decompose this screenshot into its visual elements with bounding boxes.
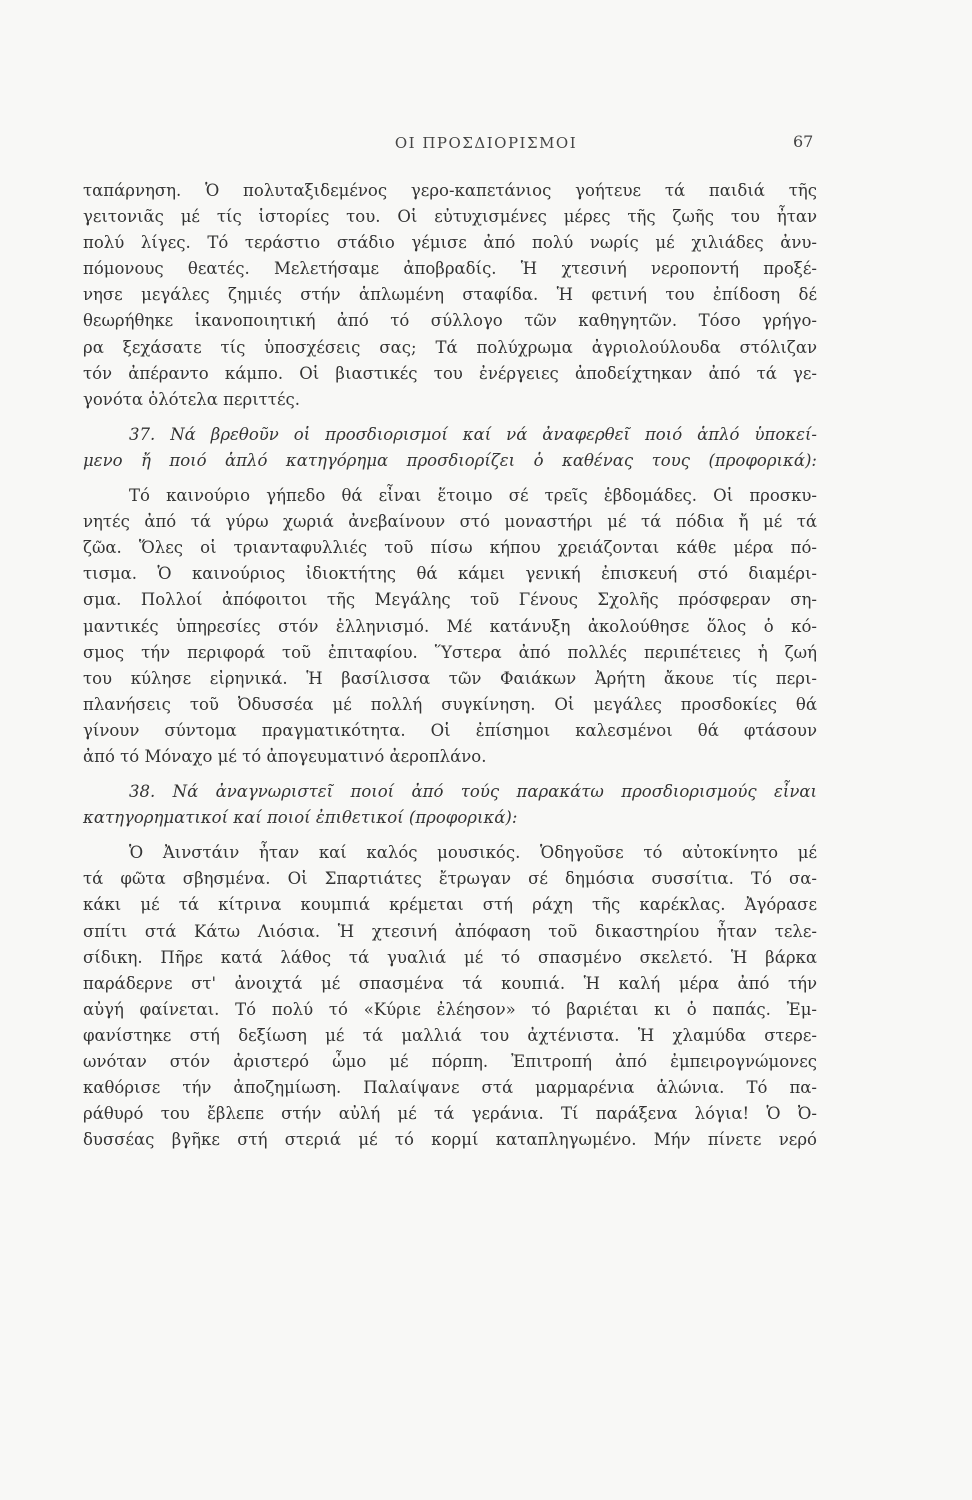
text-line: θεωρήθηκε ἱκανοποιητική ἀπό τό σύλλογο τῶν καθηγητῶν. Τόσο γρήγο-	[83, 311, 817, 331]
text-line: καθόρισε τήν ἀποζημίωση. Παλαίψανε στά μαρμαρένια ἁλώνια. Τό πα-	[83, 1078, 817, 1098]
text-line: νητές ἀπό τά γύρω χωριά ἀνεβαίνουν στό μοναστήρι μέ τά πόδια ἤ μέ τά	[83, 512, 817, 532]
instruction-line	[83, 779, 817, 805]
text-line: αὐγή φαίνεται. Τό πολύ τό «Κύριε ἐλέησον» τό βαριέται κι ὁ παπάς. Ἐμ-	[83, 999, 817, 1019]
text-line: ζῶα. Ὅλες οἱ τριανταφυλλιές τοῦ πίσω κήπου χρειάζονται κάθε μέρα πό-	[83, 538, 817, 558]
text-line: γίνουν σύντομα πραγματικότητα. Οἱ ἐπίσημοι καλεσμένοι θά φτάσουν	[83, 720, 817, 740]
text-line: τισμα. Ὁ καινούριος ἰδιοκτήτης θά κάμει γενική ἐπισκευή στό διαμέρι-	[83, 564, 817, 584]
text-line: σπίτι στά Κάτω Λιόσια. Ἡ χτεσινή ἀπόφαση τοῦ δικαστηρίου ἦταν τελε-	[83, 921, 817, 941]
text-line: νησε μεγάλες ζημιές στήν ἁπλωμένη σταφίδα. Ἡ φετινή του ἐπίδοση δέ	[83, 285, 817, 305]
text-line: ράθυρό του ἔβλεπε στήν αὐλή μέ τά γεράνια. Τί παράξενα λόγια! Ὁ Ὀ-	[83, 1104, 817, 1124]
instruction-text: Νά ἀναγνωριστεῖ ποιοί ἀπό τούς παρακάτω προσδιορισμούς εἶναι	[172, 782, 817, 802]
exercise-38-instruction	[83, 779, 817, 831]
text-line: μαντικές ὑπηρεσίες στόν ἑλληνισμό. Μέ κατάνυξη ἀκολούθησε ὅλος ὁ κό-	[83, 616, 817, 636]
exercise-number: 37.	[129, 424, 156, 444]
exercise-37-text	[83, 483, 817, 770]
instruction-line: μενο ἤ ποιό ἁπλό κατηγόρημα προσδιορίζει ὁ καθένας τους (προφορικά):	[83, 450, 817, 470]
text-line: πολύ λίγες. Τό τεράστιο στάδιο γέμισε ἀπό πολύ νωρίς μέ χιλιάδες ἀνυ-	[83, 233, 817, 253]
text-line: σμα. Πολλοί ἀπόφοιτοι τῆς Μεγάλης τοῦ Γένους Σχολῆς πρόσφεραν ση-	[83, 590, 817, 610]
exercise-38-text	[83, 840, 817, 1153]
text-line: Τό καινούριο γήπεδο θά εἶναι ἕτοιμο σέ τρεῖς ἑβδομάδες. Οἱ προσκυ-	[129, 486, 817, 506]
page-number: 67	[793, 132, 814, 151]
text-line: γειτονιᾶς μέ τίς ἱστορίες του. Οἱ εὐτυχισμένες μέρες τῆς ζωῆς του ἦταν	[83, 207, 817, 227]
text-line: κάκι μέ τά κίτρινα κουμπιά κρέμεται στή ράχη τῆς καρέκλας. Ἀγόρασε	[83, 895, 817, 915]
instruction-text: Νά βρεθοῦν οἱ προσδιορισμοί καί νά ἀναφερθεῖ ποιό ἁπλό ὑποκεί-	[170, 424, 817, 444]
text-line: πόμονους θεατές. Μελετήσαμε ἀποβραδίς. Ἡ χτεσινή νεροποντή προξέ-	[83, 259, 817, 279]
text-line: Ὁ Ἀινστάιν ἦταν καί καλός μουσικός. Ὁδηγοῦσε τό αὐτοκίνητο μέ	[129, 843, 817, 863]
text-line: γονότα ὁλότελα περιττές.	[83, 389, 300, 409]
text-line: ταπάρνηση. Ὁ πολυταξιδεμένος γερο-καπετάνιος γοήτευε τά παιδιά τῆς	[83, 181, 817, 200]
text-line: τόν ἀπέραντο κάμπο. Οἱ βιαστικές του ἐνέργειες ἀποδείχτηκαν ἀπό τά γε-	[83, 363, 817, 383]
text-line: φανίστηκε στή δεξίωση μέ τά μαλλιά του ἀχτένιστα. Ἡ χλαμύδα στερε-	[83, 1025, 817, 1045]
running-title: ΟΙ ΠΡΟΣΔΙΟΡΙΣΜΟΙ	[394, 134, 578, 152]
text-line: πλανήσεις τοῦ Ὀδυσσέα μέ πολλή συγκίνηση. Οἱ μεγάλες προσδοκίες θά	[83, 694, 817, 714]
paragraph-intro	[83, 178, 817, 413]
instruction-line: κατηγορηματικοί καί ποιοί ἐπιθετικοί (προφορικά):	[83, 808, 518, 828]
exercise-number: 38.	[129, 782, 156, 802]
exercise-37-instruction	[83, 422, 817, 474]
text-line: σίδικη. Πῆρε κατά λάθος τά γυαλιά μέ τό σπασμένο σκελετό. Ἡ βάρκα	[83, 947, 817, 967]
text-line: του κύλησε εἰρηνικά. Ἡ βασίλισσα τῶν Φαιάκων Ἀρήτη ἄκουε τίς περι-	[83, 668, 817, 688]
text-line: τά φῶτα σβησμένα. Οἱ Σπαρτιάτες ἔτρωγαν σέ δημόσια συσσίτια. Τό σα-	[83, 869, 817, 889]
text-line: ωνόταν στόν ἀριστερό ὦμο μέ πόρπη. Ἐπιτροπή ἀπό ἐμπειρογνώμονες	[83, 1052, 817, 1071]
text-line: σμος τήν περιφορά τοῦ ἐπιταφίου. Ὕστερα ἀπό πολλές περιπέτειες ἡ ζωή	[83, 642, 817, 662]
body-text	[83, 178, 817, 1153]
text-line: δυσσέας βγῆκε στή στεριά μέ τό κορμί καταπληγωμένο. Μήν πίνετε νερό	[83, 1130, 817, 1150]
text-line: παράδερνε στ' ἀνοιχτά μέ σπασμένα τά κουπιά. Ἡ καλή μέρα ἀπό τήν	[83, 973, 817, 993]
text-line: ρα ξεχάσατε τίς ὑποσχέσεις σας; Τά πολύχρωμα ἀγριολούλουδα στόλιζαν	[83, 337, 817, 357]
text-line: ἀπό τό Μόναχο μέ τό ἀπογευματινό ἀεροπλάνο.	[83, 746, 487, 766]
instruction-line	[83, 422, 817, 448]
